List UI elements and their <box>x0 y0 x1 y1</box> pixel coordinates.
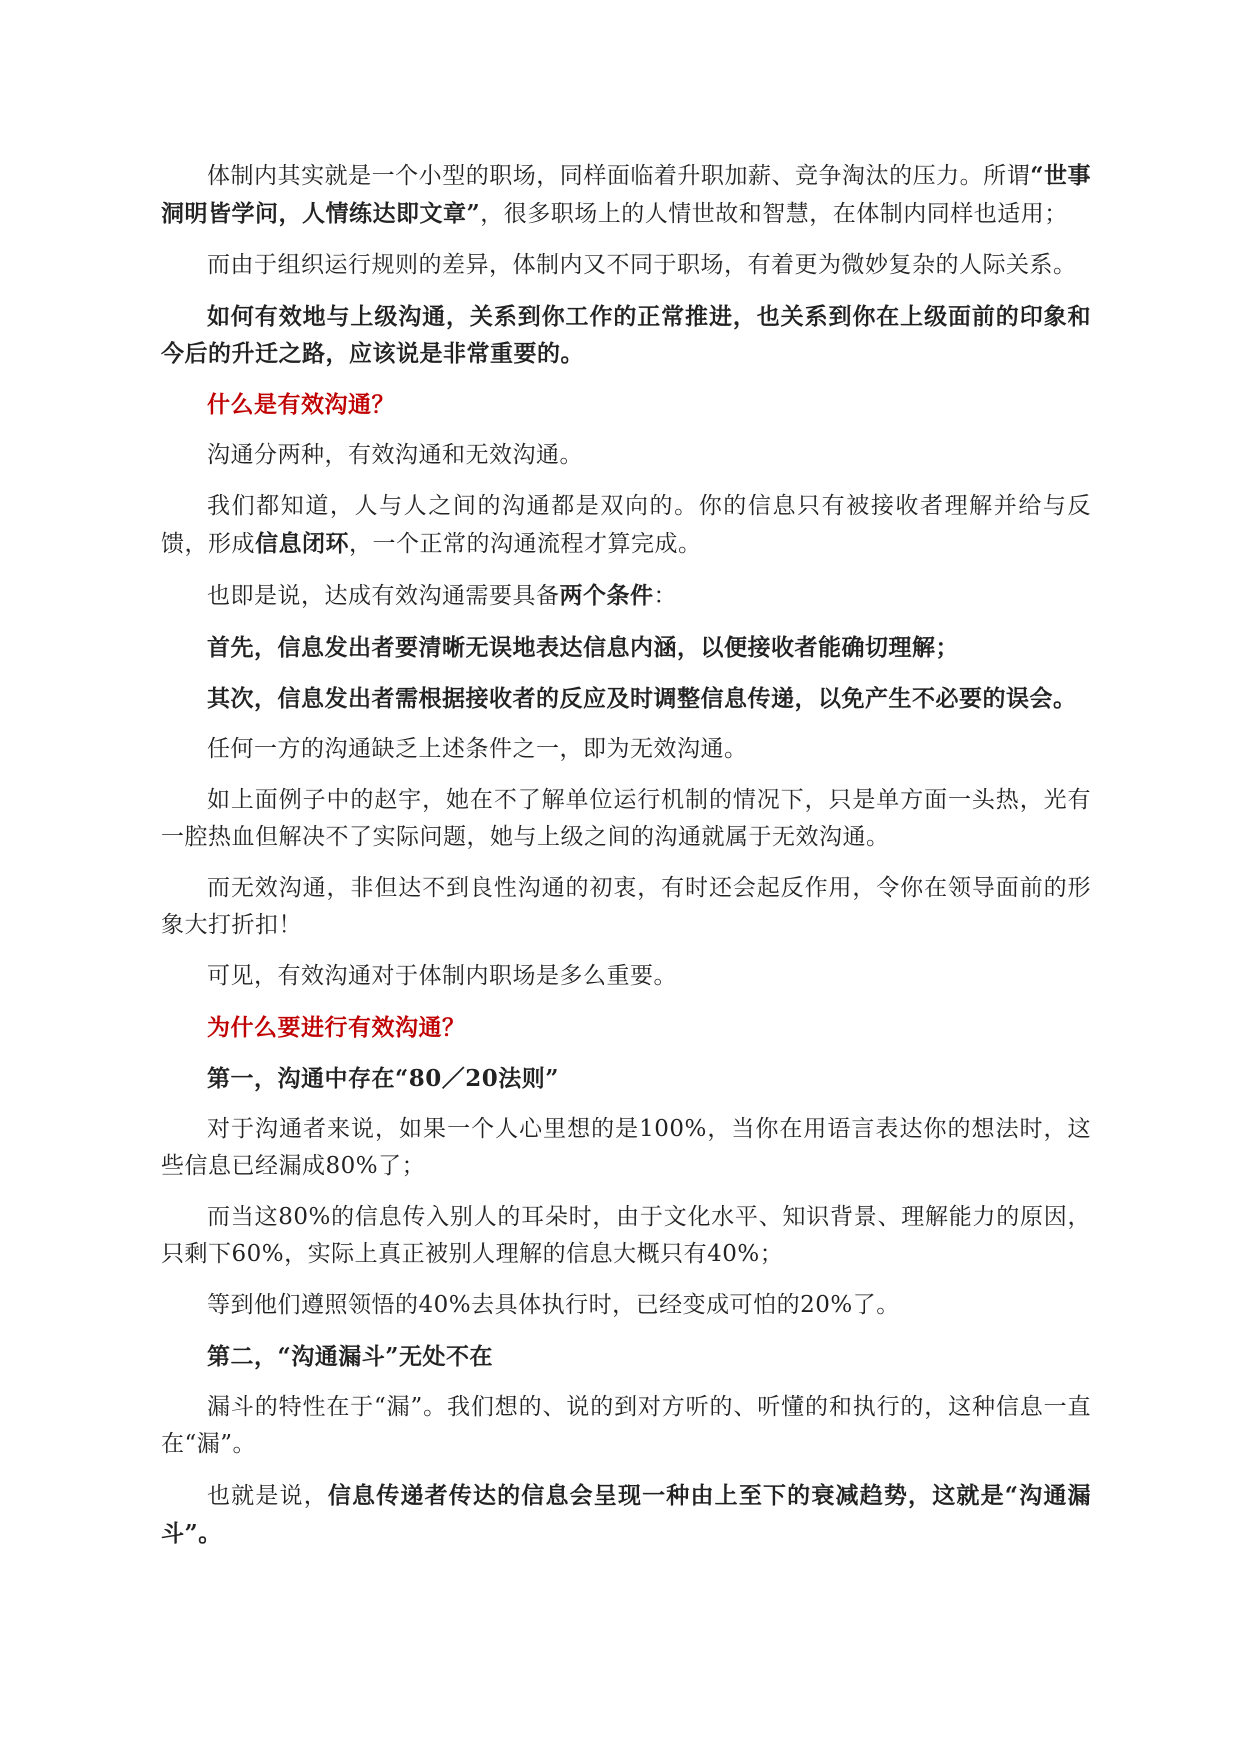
paragraph <box>161 1477 1091 1553</box>
bold-text: 什么是有效沟通？ <box>207 391 395 418</box>
paragraph <box>161 157 1091 233</box>
text-segment: 等到他们遵照领悟的40%去具体执行时，已经变成可怕的20%了。 <box>207 1292 900 1318</box>
paragraph <box>161 437 1091 474</box>
bold-text: 第二，“沟通漏斗”无处不在 <box>207 1343 493 1370</box>
bold-text: 其次，信息发出者需根据接收者的反应及时调整信息传递，以免产生不必要的误会。 <box>207 685 1077 712</box>
bold-text: 两个条件 <box>559 582 654 609</box>
emphasis-paragraph <box>161 1338 1091 1375</box>
text-segment: 任何一方的沟通缺乏上述条件之一，即为无效沟通。 <box>207 736 748 762</box>
text-segment: 而当这80%的信息传入别人的耳朵时，由于文化水平、知识背景、理解能力的原因，只剩下60%，实际上真正被别人理解的信息大概只有40%； <box>161 1204 1091 1267</box>
bold-text: 第一，沟通中存在“80／20法则” <box>207 1065 559 1092</box>
paragraph <box>161 1287 1091 1324</box>
section-heading <box>161 386 1091 423</box>
text-segment: 漏斗的特性在于“漏”。我们想的、说的到对方听的、听懂的和执行的，这种信息一直在“漏”。 <box>161 1394 1091 1457</box>
paragraph <box>161 958 1091 995</box>
text-segment: 而由于组织运行规则的差异，体制内又不同于职场，有着更为微妙复杂的人际关系。 <box>207 252 1077 278</box>
bold-text: “世事洞明皆学问，人情练达即文章” <box>161 162 1092 227</box>
emphasis-paragraph <box>161 1060 1091 1097</box>
text-segment: 我们都知道，人与人之间的沟通都是双向的。你的信息只有被接收者理解并给与反馈，形成 <box>161 493 1091 557</box>
text-segment: ： <box>653 583 677 609</box>
bold-text: 为什么要进行有效沟通？ <box>207 1014 466 1041</box>
bold-text: 信息闭环 <box>255 530 349 557</box>
text-segment: 体制内其实就是一个小型的职场，同样面临着升职加薪、竞争淘汰的压力。所谓 <box>207 163 1031 189</box>
text-segment: 对于沟通者来说，如果一个人心里想的是100%，当你在用语言表达你的想法时，这些信息已经漏成80%了； <box>161 1116 1091 1179</box>
paragraph <box>161 1389 1091 1463</box>
bold-text: 首先，信息发出者要清晰无误地表达信息内涵，以便接收者能确切理解； <box>207 634 959 661</box>
paragraph <box>161 1199 1091 1273</box>
text-segment: ，很多职场上的人情世故和智慧，在体制内同样也适用； <box>480 201 1068 227</box>
emphasis-paragraph <box>161 680 1091 717</box>
paragraph <box>161 1111 1091 1185</box>
bold-text: 信息传递者传达的信息会呈现一种由上至下的衰减趋势，这就是“沟通漏斗”。 <box>161 1482 1091 1547</box>
text-segment: 而无效沟通，非但达不到良性沟通的初衷，有时还会起反作用，令你在领导面前的形象大打折扣！ <box>161 875 1091 938</box>
paragraph <box>161 577 1091 615</box>
text-segment: 可见，有效沟通对于体制内职场是多么重要。 <box>207 963 677 989</box>
paragraph <box>161 782 1091 856</box>
paragraph <box>161 870 1091 944</box>
section-heading <box>161 1009 1091 1046</box>
emphasis-paragraph <box>161 298 1091 372</box>
text-segment: 也即是说，达成有效沟通需要具备 <box>207 583 560 609</box>
paragraph <box>161 488 1091 563</box>
text-segment: 也就是说， <box>207 1483 328 1509</box>
paragraph <box>161 247 1091 284</box>
bold-text: 如何有效地与上级沟通，关系到你工作的正常推进，也关系到你在上级面前的印象和今后的升迁之路，应该说是非常重要的。 <box>161 303 1091 367</box>
document-body <box>161 157 1091 1567</box>
emphasis-paragraph <box>161 629 1091 666</box>
paragraph <box>161 731 1091 768</box>
text-segment: 如上面例子中的赵宇，她在不了解单位运行机制的情况下，只是单方面一头热，光有一腔热血但解决不了实际问题，她与上级之间的沟通就属于无效沟通。 <box>161 787 1091 850</box>
text-segment: ，一个正常的沟通流程才算完成。 <box>349 531 702 557</box>
text-segment: 沟通分两种，有效沟通和无效沟通。 <box>207 442 583 468</box>
